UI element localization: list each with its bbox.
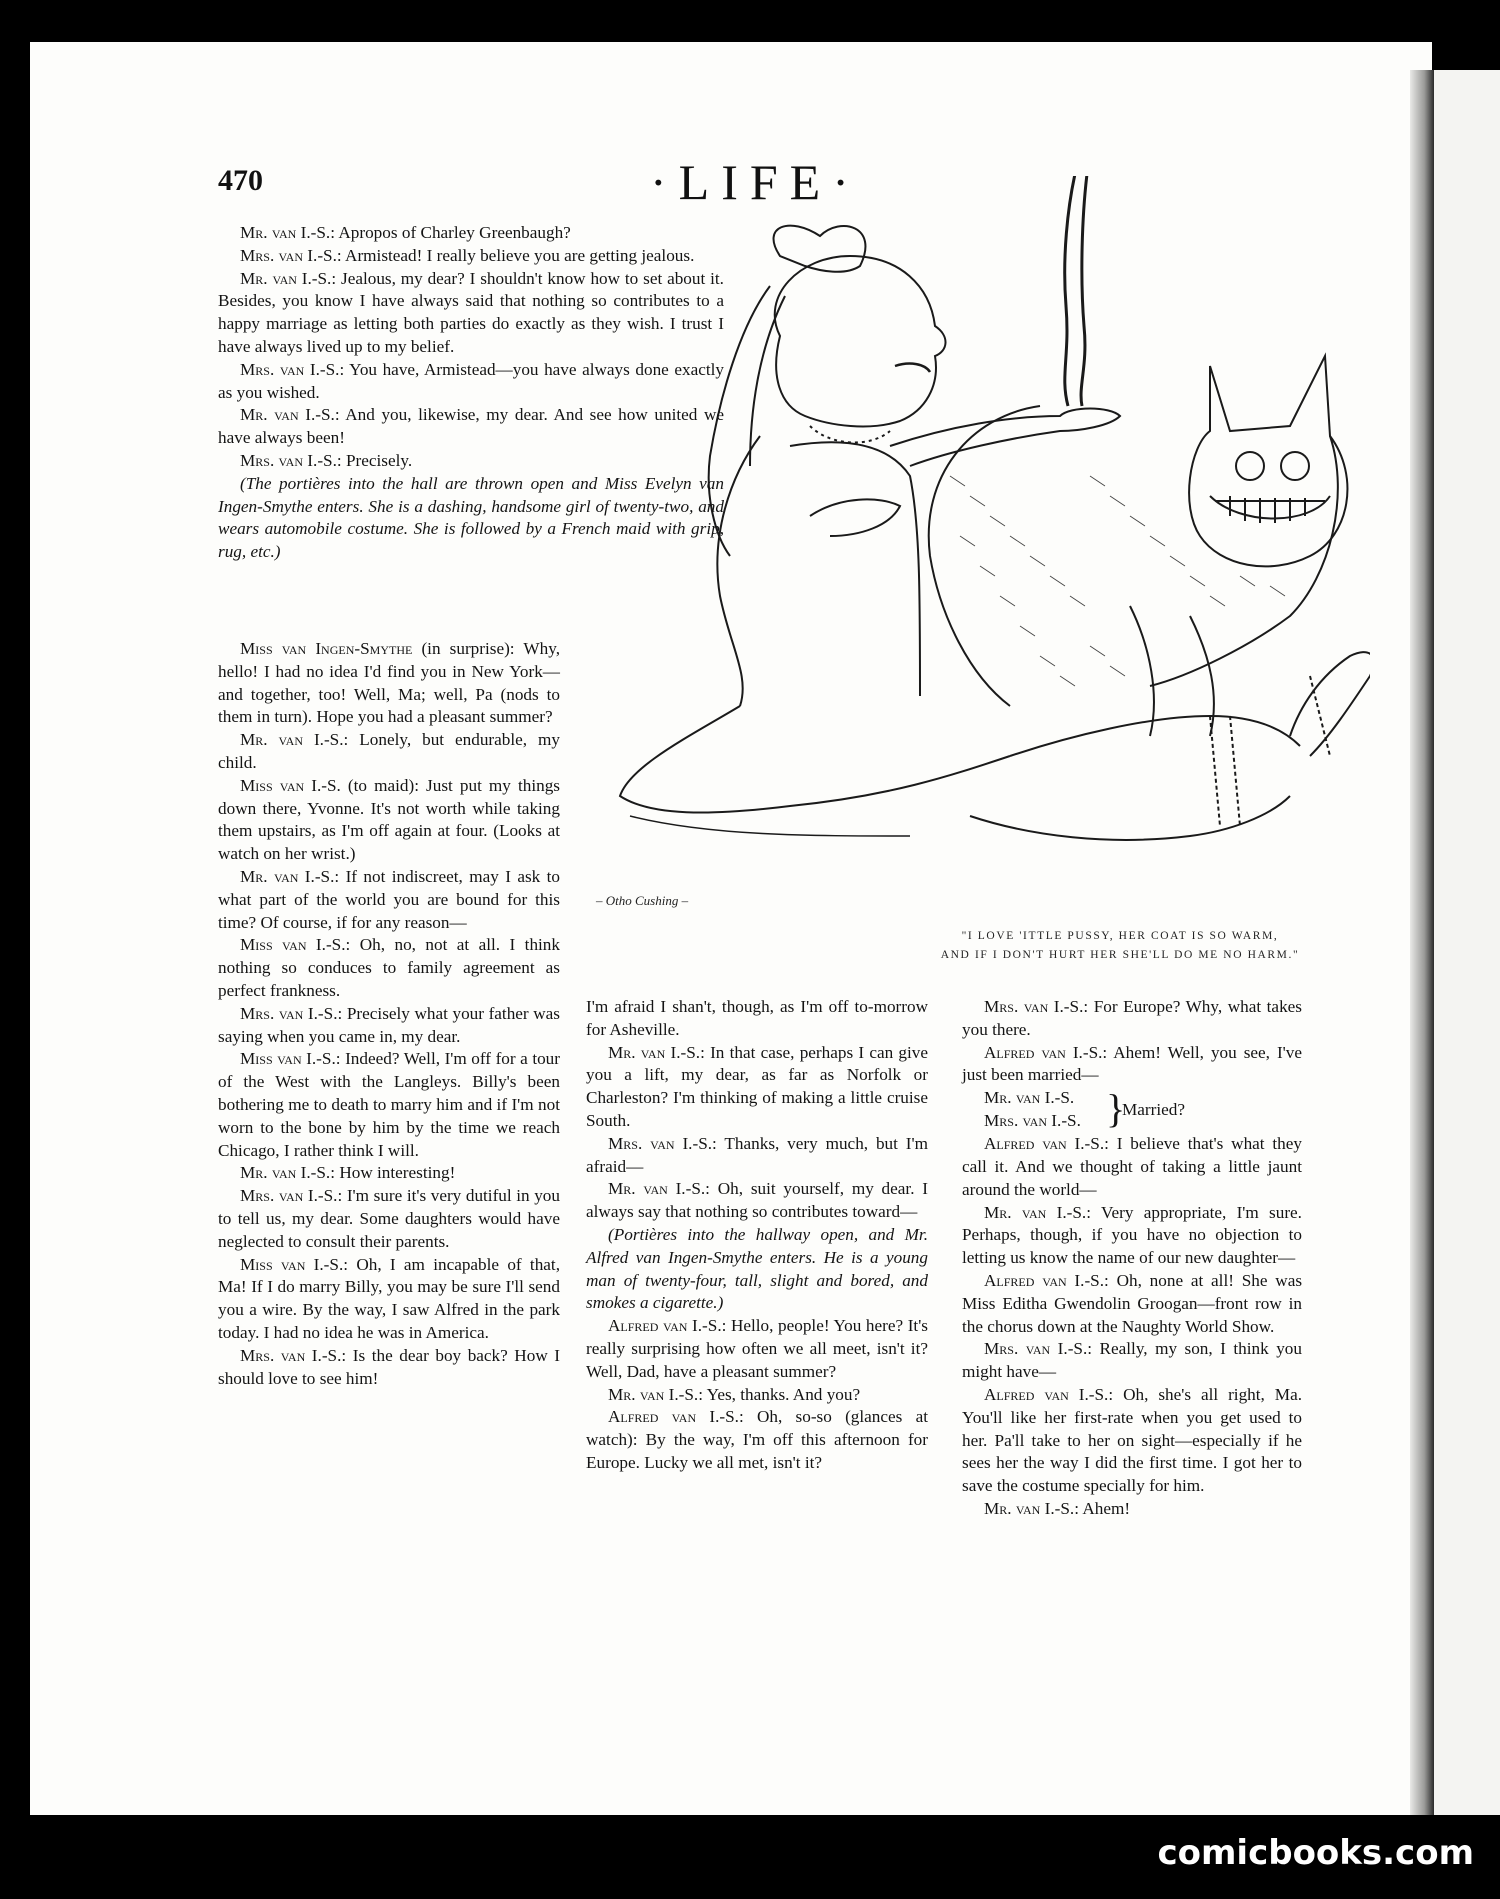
dialogue-line: Mr. van I.-S.: Yes, thanks. And you?: [608, 1384, 861, 1404]
dialogue-line: Alfred van I.-S.: Hello, people! You here? It's really surprising how often we all meet, isn't it? Well, Dad, have a pleasant summer?: [586, 1316, 928, 1381]
column-3: [962, 996, 1302, 1521]
stage-direction: (The portières into the hall are thrown open and Miss Evelyn van Ingen-Smythe enters. She is a dashing, handsome girl of twenty-two, and wears automobile costume. She is followed by a French maid with grip, rug, etc.): [218, 473, 724, 562]
dialogue-line: Mr. van I.-S.: Apropos of Charley Greenbaugh?: [240, 223, 571, 242]
dialogue-line: Mr. van I.-S.: In that case, perhaps I can give you a lift, my dear, as far as Norfolk or Charleston? I'm thinking of making a little cruise South.: [586, 1042, 928, 1130]
dialogue-line: Mr. van I.-S.: If not indiscreet, may I ask to what part of the world you are bound for this time? Of course, if for any reason—: [218, 866, 560, 932]
stage-direction: (Portières into the hallway open, and Mr. Alfred van Ingen-Smythe enters. He is a young man of twenty-four, tall, slight and bored, and smokes a cigarette.): [586, 1224, 928, 1313]
dialogue-line: Mr. van I.-S.: How interesting!: [240, 1163, 456, 1183]
binding-gutter: [1410, 70, 1434, 1815]
dialogue-line: Miss van I.-S. (to maid): Just put my things down there, Yvonne. It's not worth while taking them upstairs, as I'm off again at four. (Looks at watch on her wrist.): [218, 775, 560, 864]
dialogue-line: Alfred van I.-S.: Oh, so-so (glances at watch): By the way, I'm off this afternoon for Europe. Lucky we all met, isn't it?: [586, 1407, 928, 1472]
facing-page-edge: [1434, 70, 1500, 1815]
column-2: [586, 996, 928, 1475]
illustration-caption: [880, 927, 1360, 965]
dialogue-line: Mr. van I.-S.: Oh, suit yourself, my dear. I always say that nothing so contributes toward—: [586, 1179, 928, 1222]
brace-glyph: }: [1106, 1086, 1126, 1132]
dialogue-line: Mrs. van I.-S.: You have, Armistead—you have always done exactly as you wished.: [218, 359, 724, 402]
dialogue-line: Mrs. van I.-S.: Precisely.: [240, 450, 413, 470]
dialogue-line: Mrs. van I.-S.: Thanks, very much, but I'm afraid—: [586, 1133, 928, 1176]
masthead-life: ·LIFE·: [650, 154, 861, 210]
dialogue-line: Mrs. van I.-S.: Really, my son, I think you might have—: [962, 1339, 1302, 1382]
watermark: comicbooks.com: [1157, 1833, 1474, 1873]
dialogue-line: Alfred van I.-S.: Ahem! Well, you see, I've just been married—: [962, 1042, 1302, 1085]
dialogue-line: I'm afraid I shan't, though, as I'm off to-morrow for Asheville.: [586, 997, 928, 1039]
brace-speaker-2: Mrs. van I.-S.: [984, 1111, 1081, 1131]
dialogue-line: Miss van I.-S.: Oh, no, not at all. I think nothing so conduces to family agreement as perfect frankness.: [218, 935, 560, 1000]
illustrator-signature: – Otho Cushing –: [596, 893, 689, 908]
caption-line-1: "I LOVE 'ITTLE PUSSY, HER COAT IS SO WARM,: [961, 930, 1279, 942]
dialogue-line: Mr. van I.-S.: And you, likewise, my dear. And see how united we have always been!: [218, 405, 724, 448]
dialogue-line: Mr. van I.-S.: Very appropriate, I'm sure. Perhaps, though, if you have no objection to letting us know the name of our new daughter—: [962, 1202, 1302, 1268]
brace-speaker-1: Mr. van I.-S.: [984, 1088, 1075, 1108]
column-1-bottom: [218, 638, 560, 1390]
dialogue-line: Mrs. van I.-S.: For Europe? Why, what takes you there.: [962, 997, 1302, 1039]
dialogue-line: Miss van I.-S.: Indeed? Well, I'm off for a tour of the West with the Langleys. Billy's been bothering me to death to marry him and if I'm not worn to the bone by him by the time we reach Chicago, I rather think I will.: [218, 1049, 561, 1160]
dialogue-line: Miss van Ingen-Smythe (in surprise): Why, hello! I had no idea I'd find you in New York—and together, too! Well, Ma; well, Pa (nods to them in turn). Hope you had a pleasant summer?: [218, 639, 560, 727]
dialogue-line: Mr. van I.-S.: Ahem!: [984, 1498, 1131, 1518]
dialogue-line: Alfred van I.-S.: Oh, none at all! She was Miss Editha Gwendolin Groogan—front row in the chorus down at the Naughty World Show.: [962, 1270, 1303, 1336]
caption-line-2: AND IF I DON'T HURT HER SHE'LL DO ME NO HARM.": [940, 949, 1300, 961]
dialogue-line: Mr. van I.-S.: Lonely, but endurable, my child.: [218, 730, 560, 772]
dialogue-line: Mrs. van I.-S.: Armistead! I really believe you are getting jealous.: [240, 245, 695, 265]
dialogue-line: Alfred van I.-S.: I believe that's what they call it. And we thought of taking a little jaunt around the world—: [962, 1134, 1302, 1199]
dialogue-line: Miss van I.-S.: Oh, I am incapable of that, Ma! If I do marry Billy, you may be sure I'll send you a wire. By the way, I saw Alfred in the park today. I had no idea he was in America.: [218, 1254, 560, 1342]
brace-text: Married?: [1122, 1100, 1185, 1120]
dialogue-line: Mrs. van I.-S.: Precisely what your father was saying when you came in, my dear.: [218, 1003, 560, 1046]
dialogue-line: Mrs. van I.-S.: I'm sure it's very dutiful in you to tell us, my dear. Some daughters would have neglected to consult their parents.: [218, 1186, 560, 1251]
dialogue-line: Mrs. van I.-S.: Is the dear boy back? How I should love to see him!: [218, 1345, 560, 1388]
column-1-top: [218, 222, 724, 564]
married-brace-group: [962, 1087, 1302, 1133]
dialogue-line: Alfred van I.-S.: Oh, she's all right, Ma. You'll like her first-rate when you get used to her. Pa'll take to her on sight—especially if he sees her the way I did the first time. I got her to save the costume specially for him.: [962, 1384, 1302, 1496]
dialogue-line: Mr. van I.-S.: Jealous, my dear? I shouldn't know how to set about it. Besides, you know I have always said that nothing so contributes to a happy marriage as letting both parties do exactly as they wish. I trust I have always lived up to my belief.: [218, 268, 724, 356]
page-number: 470: [218, 164, 263, 197]
